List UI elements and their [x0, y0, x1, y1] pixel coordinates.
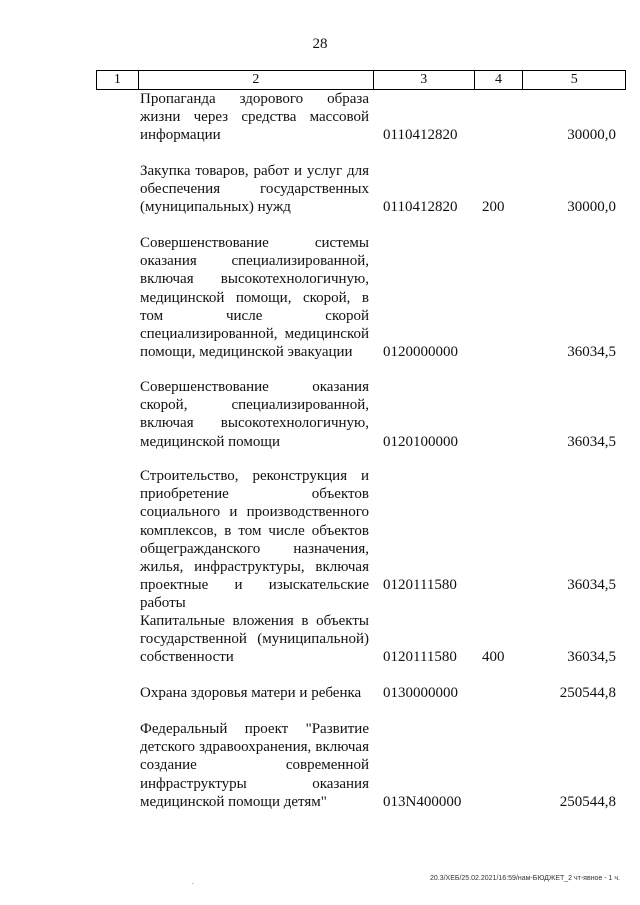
table-header [96, 70, 626, 90]
row-amount: 250544,8 [559, 685, 616, 701]
row-description: Строительство, реконструкция и приобретение объектов социального и производственного комплексов, в том числе объектов общегражданского назначения, жилья, инфраструктуры, включая проектные и изыскательские работы [140, 468, 369, 612]
row-code: 0120000000 [383, 344, 458, 361]
row-type: 200 [482, 199, 505, 216]
document-footer: 20.3/ХЕБ/25.02.2021/16:59/нам-БЮДЖЕТ_2 чт-явное - 1 ч. [429, 875, 620, 882]
row-code: 013N400000 [383, 793, 462, 810]
row-description: Пропаганда здорового образа жизни через средства массовой информации [140, 91, 369, 144]
header-col-4: 4 [475, 71, 524, 89]
row-code: 0130000000 [383, 685, 458, 701]
row-code: 0110412820 [383, 127, 458, 144]
header-col-1: 1 [97, 71, 139, 89]
row-amount: 36034,5 [567, 577, 616, 594]
header-col-3: 3 [374, 71, 475, 89]
header-col-2: 2 [139, 71, 374, 89]
row-amount: 250544,8 [559, 793, 616, 810]
row-amount: 30000,0 [567, 127, 616, 144]
row-description: Совершенствование оказания скорой, специализированной, включая высокотехнологичную, медицинской помощи [140, 379, 369, 450]
page-number: 28 [312, 36, 328, 52]
row-description: Совершенствование системы оказания специализированной, включая высокотехнологичную, медицинской помощи, скорой, в том числе скорой специализированной, медицинской помощи, медицинской эвакуации [140, 235, 369, 361]
row-amount: 36034,5 [567, 649, 616, 666]
header-col-5: 5 [570, 72, 578, 87]
row-description: Закупка товаров, работ и услуг для обеспечения государственных (муниципальных) нужд [140, 163, 369, 216]
row-description: Капитальные вложения в объекты государственной (муниципальной) собственности [140, 613, 369, 666]
row-code: 0120100000 [383, 433, 458, 450]
row-code: 0110412820 [383, 199, 458, 216]
row-amount: 36034,5 [567, 344, 616, 361]
row-code: 0120111580 [383, 649, 457, 666]
row-description: Федеральный проект "Развитие детского здравоохранения, включая создание современной инфраструктуры оказания медицинской помощи детям" [140, 721, 369, 810]
scan-mark: . [192, 878, 194, 886]
row-amount: 36034,5 [567, 433, 616, 450]
row-description: Охрана здоровья матери и ребенка [140, 685, 362, 701]
row-amount: 30000,0 [567, 199, 616, 216]
row-type: 400 [482, 649, 505, 666]
row-code: 0120111580 [383, 577, 457, 594]
